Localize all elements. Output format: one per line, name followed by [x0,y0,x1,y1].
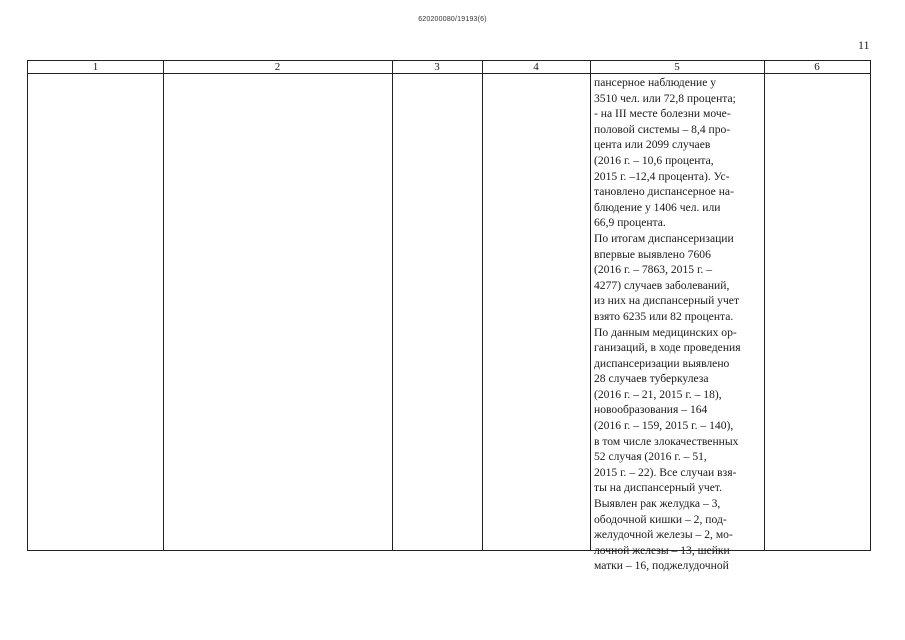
document-id: 620200080/19193(6) [418,16,487,23]
text-line: блюдение у 1406 чел. или [594,200,721,214]
text-line: 3510 чел. или 72,8 процента; [594,91,736,105]
text-line: По данным медицинских ор- [594,325,737,339]
text-line: половой системы – 8,4 про- [594,122,731,136]
text-line: (2016 г. – 21, 2015 г. – 18), [594,387,722,401]
text-line: 52 случая (2016 г. – 51, [594,450,707,464]
text-line: новообразования – 164 [594,403,708,417]
text-line: Выявлен рак желудка – 3, [594,497,721,511]
text-line: тановлено диспансерное на- [594,185,734,199]
column-header-4: 4 [533,61,539,73]
text-line: (2016 г. – 10,6 процента, [594,153,714,167]
text-line: 28 случаев туберкулеза [594,372,709,386]
column-header-3: 3 [434,61,440,73]
text-line: По итогам диспансеризации [594,231,734,245]
text-line: (2016 г. – 159, 2015 г. – 140), [594,419,734,433]
text-line: 66,9 процента. [594,216,666,230]
column-5-text [594,75,764,574]
text-line: в том числе злокачественных [594,434,739,448]
text-line: 2015 г. –12,4 процента). Ус- [594,169,730,183]
column-divider [392,61,393,550]
text-line: лочной железы – 13, шейки [594,543,730,557]
column-divider [764,61,765,550]
text-line: впервые выявлено 7606 [594,247,711,261]
column-header-6: 6 [814,61,820,73]
column-header-1: 1 [92,61,99,73]
page-number: 11 [858,38,870,52]
column-divider [163,61,164,550]
text-line: желудочной железы – 2, мо- [594,528,733,542]
text-line: (2016 г. – 7863, 2015 г. – [594,263,712,277]
text-line: пансерное наблюдение у [594,76,717,89]
column-divider [482,61,483,550]
text-line: из них на диспансерный учет [594,294,740,308]
text-line: ты на диспансерный учет. [594,481,723,495]
column-header-2: 2 [274,61,281,73]
text-line: 4277) случаев заболеваний, [594,278,730,292]
text-line: цента или 2099 случаев [594,138,711,152]
text-line: - на III месте болезни моче- [594,107,731,121]
text-line: диспансеризации выявлено [594,356,730,370]
text-line: матки – 16, поджелудочной [594,559,729,573]
header-divider [28,73,870,74]
text-line: 2015 г. – 22). Все случаи взя- [594,465,737,479]
text-line: ганизаций, в ходе проведения [594,341,741,355]
column-header-5: 5 [674,61,680,73]
content-table [27,60,871,573]
text-line: взято 6235 или 82 процента. [594,309,734,323]
column-divider [590,61,591,550]
text-line: ободочной кишки – 2, под- [594,512,727,526]
